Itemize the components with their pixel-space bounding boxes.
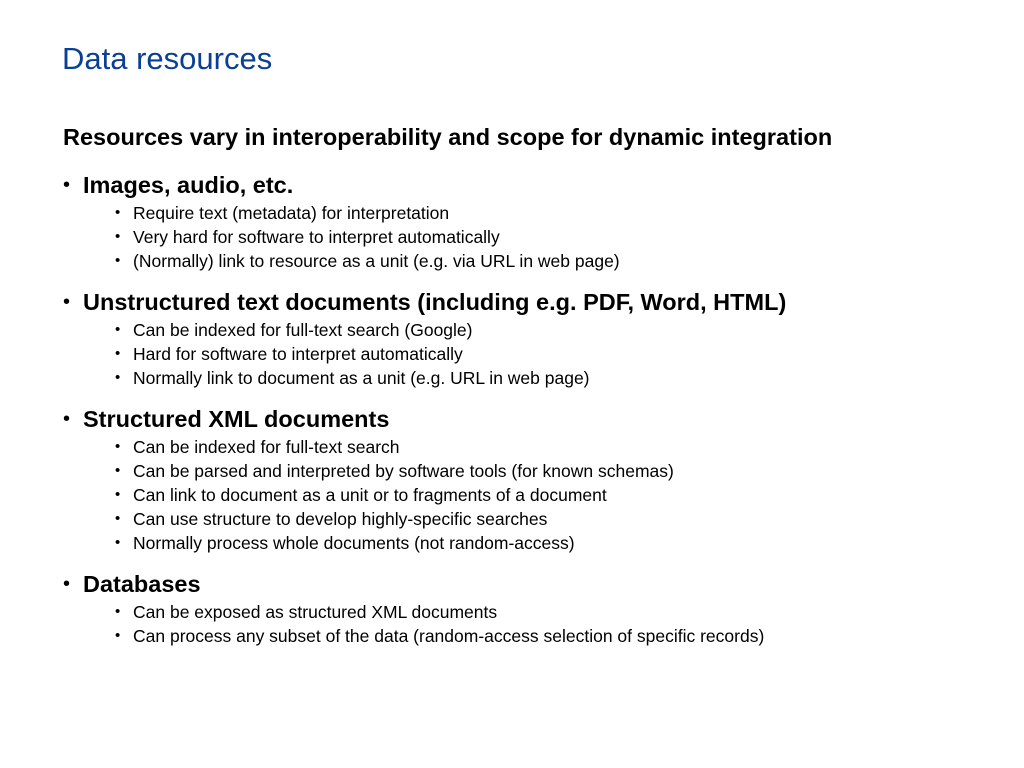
section-unstructured-text <box>63 286 1013 390</box>
sub-bullet-item <box>63 531 1013 555</box>
section-heading-text: Images, audio, etc. <box>83 172 294 198</box>
sub-bullet-item <box>63 342 1013 366</box>
bullet-icon: • <box>115 204 121 221</box>
sub-bullet-item <box>63 624 1013 648</box>
sub-bullet-text: Can link to document as a unit or to fragments of a document <box>133 485 607 505</box>
bullet-icon: • <box>63 174 71 196</box>
sub-bullet-text: Can process any subset of the data (random-access selection of specific records) <box>133 626 765 646</box>
bullet-icon: • <box>115 369 121 386</box>
section-databases <box>63 568 1013 648</box>
sub-bullet-text: Can use structure to develop highly-specific searches <box>133 509 548 529</box>
bullet-icon: • <box>115 252 121 269</box>
bullet-icon: • <box>115 438 121 455</box>
section-structured-xml <box>63 403 1013 555</box>
section-heading <box>63 169 1013 201</box>
bullet-icon: • <box>115 228 121 245</box>
bullet-icon: • <box>115 462 121 479</box>
bullet-icon: • <box>115 321 121 338</box>
sub-bullet-text: Can be indexed for full-text search <box>133 437 400 457</box>
sub-bullet-item <box>63 435 1013 459</box>
section-heading <box>63 403 1013 435</box>
sub-bullet-list <box>63 435 1013 555</box>
section-heading-text: Databases <box>83 571 201 597</box>
sub-bullet-text: Very hard for software to interpret automatically <box>133 227 500 247</box>
sub-bullet-item <box>63 225 1013 249</box>
sub-bullet-text: Require text (metadata) for interpretation <box>133 203 450 223</box>
bullet-icon: • <box>115 603 121 620</box>
bullet-icon: • <box>115 627 121 644</box>
slide-content <box>63 169 1013 661</box>
sub-bullet-list <box>63 201 1013 273</box>
bullet-icon: • <box>115 345 121 362</box>
section-heading <box>63 568 1013 600</box>
sub-bullet-item <box>63 507 1013 531</box>
section-heading-text: Unstructured text documents (including e.g. PDF, Word, HTML) <box>83 289 787 315</box>
sub-bullet-text: Can be exposed as structured XML documents <box>133 602 498 622</box>
bullet-icon: • <box>63 408 71 430</box>
bullet-icon: • <box>63 573 71 595</box>
sub-bullet-item <box>63 483 1013 507</box>
sub-bullet-list <box>63 318 1013 390</box>
section-heading-text: Structured XML documents <box>83 406 390 432</box>
sub-bullet-text: Can be parsed and interpreted by software tools (for known schemas) <box>133 461 674 481</box>
slide-subtitle: Resources vary in interoperability and scope for dynamic integration <box>63 124 833 150</box>
bullet-icon: • <box>115 510 121 527</box>
sub-bullet-item <box>63 459 1013 483</box>
section-heading <box>63 286 1013 318</box>
sub-bullet-list <box>63 600 1013 648</box>
bullet-icon: • <box>115 534 121 551</box>
sub-bullet-item <box>63 366 1013 390</box>
sub-bullet-item <box>63 201 1013 225</box>
sub-bullet-text: (Normally) link to resource as a unit (e.g. via URL in web page) <box>133 251 620 271</box>
sub-bullet-text: Hard for software to interpret automatically <box>133 344 463 364</box>
sub-bullet-item <box>63 318 1013 342</box>
section-images-audio <box>63 169 1013 273</box>
sub-bullet-item <box>63 249 1013 273</box>
bullet-icon: • <box>115 486 121 503</box>
bullet-icon: • <box>63 291 71 313</box>
slide-title: Data resources <box>62 41 273 76</box>
sub-bullet-item <box>63 600 1013 624</box>
sub-bullet-text: Can be indexed for full-text search (Google) <box>133 320 473 340</box>
sub-bullet-text: Normally process whole documents (not random-access) <box>133 533 575 553</box>
sub-bullet-text: Normally link to document as a unit (e.g. URL in web page) <box>133 368 590 388</box>
